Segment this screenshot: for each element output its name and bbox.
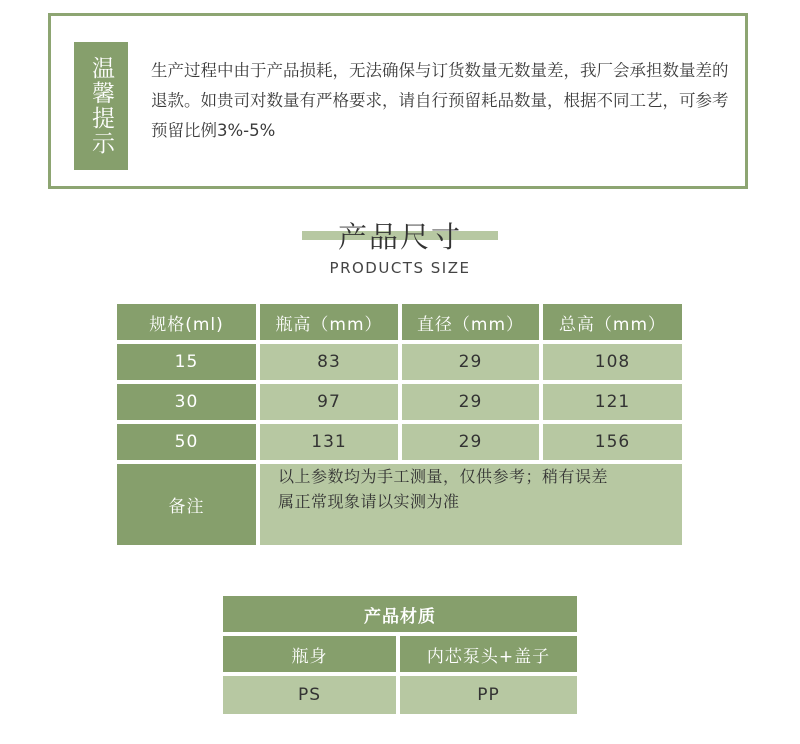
size-header-spec: 规格(ml) [117,304,256,340]
table-cell: 29 [402,384,539,420]
notice-text: 生产过程中由于产品损耗，无法确保与订货数量无数量差，我厂会承担数量差的退款。如贵司对数量有严格要求，请自行预留耗品数量，根据不同工艺，可参考预留比例3%-5% [151,61,729,140]
notice-box [48,13,748,189]
size-header-bottle-height: 瓶高（mm） [260,304,398,340]
table-cell: 131 [260,424,398,460]
material-header-body: 瓶身 [223,636,396,672]
note-text [260,464,682,545]
note-label: 备注 [117,464,256,545]
material-header-pump-cap: 内芯泵头+盖子 [400,636,577,672]
notice-tag: 温馨提示 [74,42,128,170]
table-row-spec: 15 [117,344,256,380]
section-title: 产品尺寸 [337,220,462,254]
table-cell: 108 [543,344,682,380]
note-line-1: 以上参数均为手工测量，仅供参考；稍有误差 [278,467,609,486]
section-subtitle: PRODUCTS SIZE [329,259,471,277]
table-cell: 29 [402,424,539,460]
table-cell: 156 [543,424,682,460]
size-header-diameter: 直径（mm） [402,304,539,340]
table-row-spec: 30 [117,384,256,420]
table-row-spec: 50 [117,424,256,460]
material-value-pump-cap: PP [400,676,577,714]
table-cell: 121 [543,384,682,420]
size-header-total-height: 总高（mm） [543,304,682,340]
material-value-body: PS [223,676,396,714]
table-cell: 29 [402,344,539,380]
material-title: 产品材质 [223,596,577,632]
table-cell: 97 [260,384,398,420]
note-line-2: 属正常现象请以实测为准 [278,492,460,511]
table-cell: 83 [260,344,398,380]
